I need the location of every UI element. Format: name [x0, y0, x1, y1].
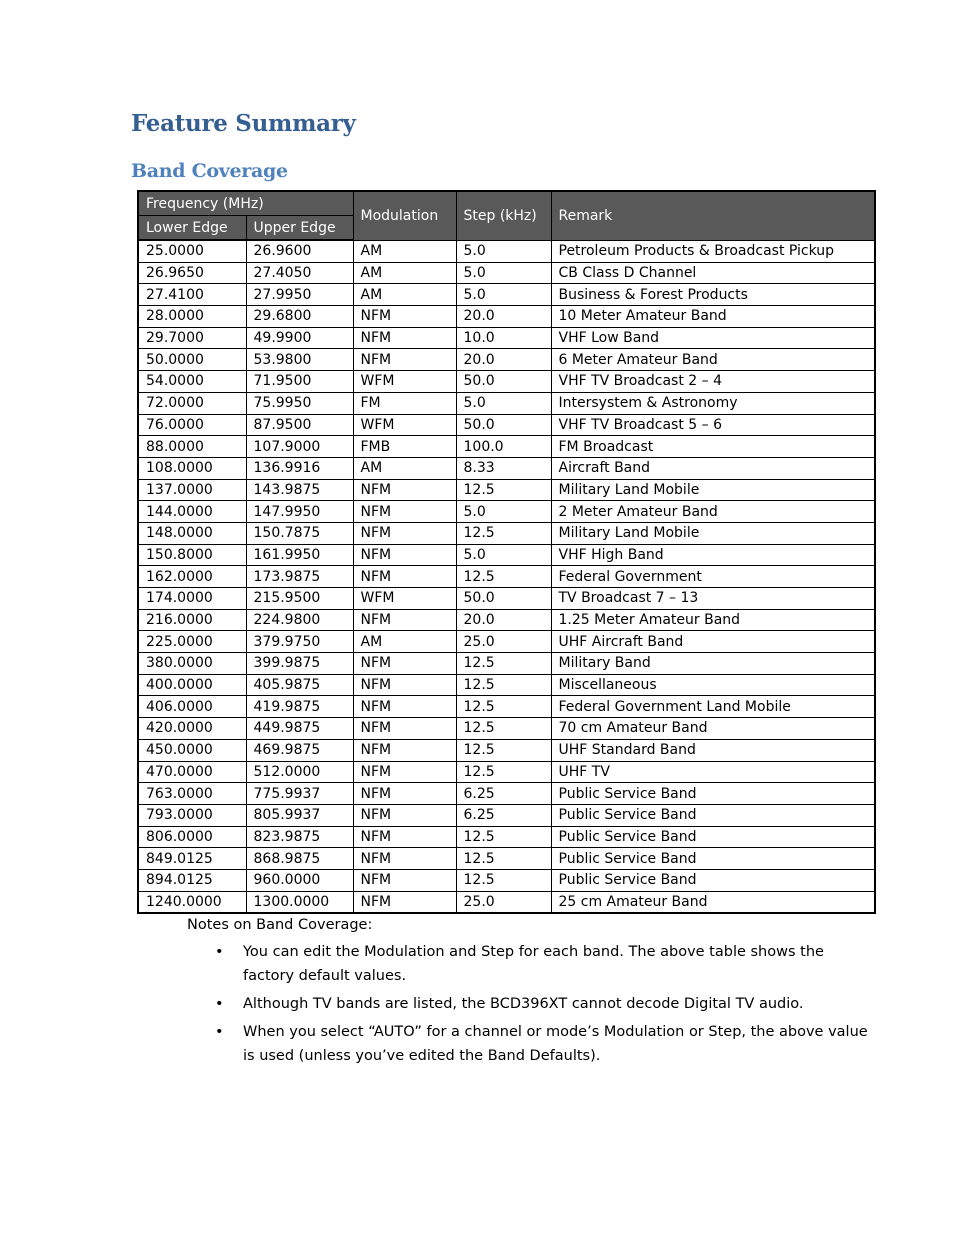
step-cell: 5.0 — [456, 501, 551, 523]
modulation-cell: AM — [353, 262, 456, 284]
upper-edge-cell: 419.9875 — [246, 696, 353, 718]
upper-edge-cell: 173.9875 — [246, 566, 353, 588]
step-cell: 12.5 — [456, 739, 551, 761]
step-cell: 25.0 — [456, 891, 551, 913]
upper-edge-cell: 107.9000 — [246, 436, 353, 458]
table-row — [138, 609, 875, 631]
upper-edge-cell: 512.0000 — [246, 761, 353, 783]
lower-edge-cell: 148.0000 — [138, 522, 246, 544]
modulation-cell: NFM — [353, 522, 456, 544]
modulation-cell: NFM — [353, 653, 456, 675]
remark-cell: Petroleum Products & Broadcast Pickup — [551, 240, 875, 262]
step-cell: 12.5 — [456, 653, 551, 675]
step-cell: 12.5 — [456, 848, 551, 870]
modulation-cell: AM — [353, 457, 456, 479]
header-modulation: Modulation — [353, 191, 456, 240]
step-cell: 12.5 — [456, 522, 551, 544]
table-row — [138, 371, 875, 393]
lower-edge-cell: 26.9650 — [138, 262, 246, 284]
step-cell: 12.5 — [456, 674, 551, 696]
section-heading: Band Coverage — [131, 160, 288, 182]
step-cell: 6.25 — [456, 783, 551, 805]
remark-cell: 6 Meter Amateur Band — [551, 349, 875, 371]
step-cell: 12.5 — [456, 761, 551, 783]
modulation-cell: NFM — [353, 501, 456, 523]
remark-cell: Military Land Mobile — [551, 522, 875, 544]
notes-title: Notes on Band Coverage: — [187, 917, 373, 933]
step-cell: 12.5 — [456, 718, 551, 740]
remark-cell: 70 cm Amateur Band — [551, 718, 875, 740]
step-cell: 25.0 — [456, 631, 551, 653]
modulation-cell: NFM — [353, 544, 456, 566]
remark-cell: FM Broadcast — [551, 436, 875, 458]
table-row — [138, 457, 875, 479]
page-title: Feature Summary — [131, 110, 356, 137]
remark-cell: VHF Low Band — [551, 327, 875, 349]
step-cell: 5.0 — [456, 240, 551, 262]
table-row — [138, 674, 875, 696]
modulation-cell: NFM — [353, 696, 456, 718]
header-remark: Remark — [551, 191, 875, 240]
upper-edge-cell: 224.9800 — [246, 609, 353, 631]
modulation-cell: NFM — [353, 804, 456, 826]
table-row — [138, 306, 875, 328]
upper-edge-cell: 143.9875 — [246, 479, 353, 501]
table-row — [138, 501, 875, 523]
upper-edge-cell: 469.9875 — [246, 739, 353, 761]
step-cell: 50.0 — [456, 588, 551, 610]
upper-edge-cell: 823.9875 — [246, 826, 353, 848]
upper-edge-cell: 71.9500 — [246, 371, 353, 393]
lower-edge-cell: 162.0000 — [138, 566, 246, 588]
remark-cell: Intersystem & Astronomy — [551, 392, 875, 414]
table-header — [138, 191, 875, 240]
upper-edge-cell: 27.9950 — [246, 284, 353, 306]
lower-edge-cell: 849.0125 — [138, 848, 246, 870]
table-row — [138, 436, 875, 458]
notes-section — [187, 915, 877, 1072]
lower-edge-cell: 50.0000 — [138, 349, 246, 371]
step-cell: 100.0 — [456, 436, 551, 458]
step-cell: 12.5 — [456, 869, 551, 891]
lower-edge-cell: 88.0000 — [138, 436, 246, 458]
lower-edge-cell: 144.0000 — [138, 501, 246, 523]
modulation-cell: NFM — [353, 306, 456, 328]
step-cell: 12.5 — [456, 479, 551, 501]
remark-cell: 1.25 Meter Amateur Band — [551, 609, 875, 631]
step-cell: 20.0 — [456, 609, 551, 631]
table-row — [138, 869, 875, 891]
lower-edge-cell: 225.0000 — [138, 631, 246, 653]
table-row — [138, 696, 875, 718]
table-row — [138, 240, 875, 262]
table-row — [138, 848, 875, 870]
upper-edge-cell: 161.9950 — [246, 544, 353, 566]
table-row — [138, 739, 875, 761]
upper-edge-cell: 29.6800 — [246, 306, 353, 328]
bullet-icon: • — [215, 1024, 224, 1040]
modulation-cell: NFM — [353, 479, 456, 501]
lower-edge-cell: 108.0000 — [138, 457, 246, 479]
modulation-cell: NFM — [353, 826, 456, 848]
modulation-cell: WFM — [353, 414, 456, 436]
header-step: Step (kHz) — [456, 191, 551, 240]
lower-edge-cell: 894.0125 — [138, 869, 246, 891]
modulation-cell: AM — [353, 240, 456, 262]
modulation-cell: NFM — [353, 674, 456, 696]
modulation-cell: AM — [353, 631, 456, 653]
table-row — [138, 891, 875, 913]
step-cell: 20.0 — [456, 306, 551, 328]
remark-cell: UHF TV — [551, 761, 875, 783]
upper-edge-cell: 150.7875 — [246, 522, 353, 544]
lower-edge-cell: 174.0000 — [138, 588, 246, 610]
step-cell: 20.0 — [456, 349, 551, 371]
remark-cell: Public Service Band — [551, 848, 875, 870]
upper-edge-cell: 399.9875 — [246, 653, 353, 675]
table-row — [138, 284, 875, 306]
table-row — [138, 804, 875, 826]
modulation-cell: FM — [353, 392, 456, 414]
remark-cell: CB Class D Channel — [551, 262, 875, 284]
lower-edge-cell: 420.0000 — [138, 718, 246, 740]
remark-cell: UHF Standard Band — [551, 739, 875, 761]
remark-cell: 2 Meter Amateur Band — [551, 501, 875, 523]
remark-cell: UHF Aircraft Band — [551, 631, 875, 653]
note-item — [187, 1020, 877, 1068]
note-item — [187, 992, 877, 1016]
upper-edge-cell: 26.9600 — [246, 240, 353, 262]
upper-edge-cell: 805.9937 — [246, 804, 353, 826]
upper-edge-cell: 136.9916 — [246, 457, 353, 479]
lower-edge-cell: 27.4100 — [138, 284, 246, 306]
upper-edge-cell: 27.4050 — [246, 262, 353, 284]
lower-edge-cell: 28.0000 — [138, 306, 246, 328]
upper-edge-cell: 449.9875 — [246, 718, 353, 740]
step-cell: 12.5 — [456, 826, 551, 848]
lower-edge-cell: 470.0000 — [138, 761, 246, 783]
upper-edge-cell: 49.9900 — [246, 327, 353, 349]
modulation-cell: NFM — [353, 891, 456, 913]
note-item — [187, 940, 877, 988]
header-upper-edge: Upper Edge — [246, 216, 353, 241]
remark-cell: VHF High Band — [551, 544, 875, 566]
upper-edge-cell: 53.9800 — [246, 349, 353, 371]
remark-cell: Federal Government — [551, 566, 875, 588]
table-row — [138, 392, 875, 414]
lower-edge-cell: 400.0000 — [138, 674, 246, 696]
lower-edge-cell: 150.8000 — [138, 544, 246, 566]
table-row — [138, 327, 875, 349]
modulation-cell: WFM — [353, 588, 456, 610]
remark-cell: Military Band — [551, 653, 875, 675]
step-cell: 12.5 — [456, 566, 551, 588]
table-row — [138, 349, 875, 371]
header-lower-edge: Lower Edge — [138, 216, 246, 241]
remark-cell: VHF TV Broadcast 2 – 4 — [551, 371, 875, 393]
upper-edge-cell: 87.9500 — [246, 414, 353, 436]
upper-edge-cell: 960.0000 — [246, 869, 353, 891]
remark-cell: TV Broadcast 7 – 13 — [551, 588, 875, 610]
lower-edge-cell: 763.0000 — [138, 783, 246, 805]
note-text: When you select “AUTO” for a channel or mode’s Modulation or Step, the above value is used (unless you’ve edited the Band Defaults). — [243, 1024, 868, 1064]
table-row — [138, 783, 875, 805]
notes-list — [187, 940, 877, 1068]
table-row — [138, 566, 875, 588]
upper-edge-cell: 775.9937 — [246, 783, 353, 805]
step-cell: 5.0 — [456, 284, 551, 306]
bullet-icon: • — [215, 996, 224, 1012]
table-row — [138, 414, 875, 436]
modulation-cell: NFM — [353, 761, 456, 783]
lower-edge-cell: 806.0000 — [138, 826, 246, 848]
note-text: Although TV bands are listed, the BCD396XT cannot decode Digital TV audio. — [243, 996, 804, 1012]
remark-cell: Public Service Band — [551, 869, 875, 891]
upper-edge-cell: 1300.0000 — [246, 891, 353, 913]
remark-cell: Public Service Band — [551, 826, 875, 848]
modulation-cell: NFM — [353, 566, 456, 588]
table-row — [138, 653, 875, 675]
lower-edge-cell: 380.0000 — [138, 653, 246, 675]
modulation-cell: NFM — [353, 349, 456, 371]
modulation-cell: NFM — [353, 739, 456, 761]
note-text: You can edit the Modulation and Step for each band. The above table shows the factory default values. — [243, 944, 824, 984]
remark-cell: Public Service Band — [551, 783, 875, 805]
upper-edge-cell: 868.9875 — [246, 848, 353, 870]
step-cell: 5.0 — [456, 262, 551, 284]
remark-cell: Public Service Band — [551, 804, 875, 826]
remark-cell: Miscellaneous — [551, 674, 875, 696]
remark-cell: Aircraft Band — [551, 457, 875, 479]
lower-edge-cell: 1240.0000 — [138, 891, 246, 913]
lower-edge-cell: 25.0000 — [138, 240, 246, 262]
lower-edge-cell: 406.0000 — [138, 696, 246, 718]
modulation-cell: AM — [353, 284, 456, 306]
lower-edge-cell: 72.0000 — [138, 392, 246, 414]
table-body — [138, 240, 875, 913]
upper-edge-cell: 215.9500 — [246, 588, 353, 610]
step-cell: 8.33 — [456, 457, 551, 479]
table-row — [138, 631, 875, 653]
table-row — [138, 479, 875, 501]
table-row — [138, 522, 875, 544]
step-cell: 12.5 — [456, 696, 551, 718]
lower-edge-cell: 54.0000 — [138, 371, 246, 393]
lower-edge-cell: 137.0000 — [138, 479, 246, 501]
step-cell: 6.25 — [456, 804, 551, 826]
remark-cell: 10 Meter Amateur Band — [551, 306, 875, 328]
table-row — [138, 588, 875, 610]
remark-cell: VHF TV Broadcast 5 – 6 — [551, 414, 875, 436]
upper-edge-cell: 147.9950 — [246, 501, 353, 523]
remark-cell: 25 cm Amateur Band — [551, 891, 875, 913]
table-row — [138, 544, 875, 566]
step-cell: 50.0 — [456, 414, 551, 436]
step-cell: 5.0 — [456, 544, 551, 566]
table-row — [138, 718, 875, 740]
table-row — [138, 826, 875, 848]
remark-cell: Military Land Mobile — [551, 479, 875, 501]
upper-edge-cell: 405.9875 — [246, 674, 353, 696]
step-cell: 5.0 — [456, 392, 551, 414]
modulation-cell: NFM — [353, 609, 456, 631]
modulation-cell: FMB — [353, 436, 456, 458]
step-cell: 10.0 — [456, 327, 551, 349]
lower-edge-cell: 29.7000 — [138, 327, 246, 349]
modulation-cell: NFM — [353, 869, 456, 891]
upper-edge-cell: 379.9750 — [246, 631, 353, 653]
table-row — [138, 262, 875, 284]
modulation-cell: NFM — [353, 718, 456, 740]
modulation-cell: WFM — [353, 371, 456, 393]
lower-edge-cell: 216.0000 — [138, 609, 246, 631]
table-row — [138, 761, 875, 783]
modulation-cell: NFM — [353, 327, 456, 349]
remark-cell: Federal Government Land Mobile — [551, 696, 875, 718]
modulation-cell: NFM — [353, 783, 456, 805]
bullet-icon: • — [215, 944, 224, 960]
band-coverage-table — [137, 190, 876, 914]
modulation-cell: NFM — [353, 848, 456, 870]
lower-edge-cell: 76.0000 — [138, 414, 246, 436]
lower-edge-cell: 793.0000 — [138, 804, 246, 826]
upper-edge-cell: 75.9950 — [246, 392, 353, 414]
lower-edge-cell: 450.0000 — [138, 739, 246, 761]
remark-cell: Business & Forest Products — [551, 284, 875, 306]
step-cell: 50.0 — [456, 371, 551, 393]
header-frequency: Frequency (MHz) — [138, 191, 353, 216]
